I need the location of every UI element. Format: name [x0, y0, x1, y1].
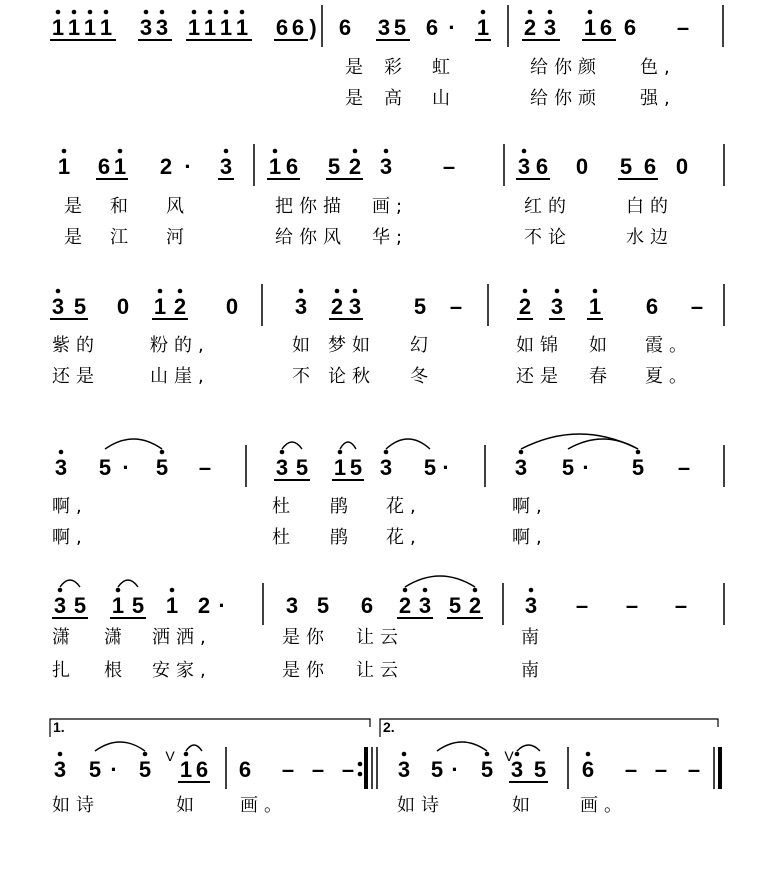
- lyric-syllable: 江: [110, 227, 134, 248]
- note: 3: [155, 15, 169, 40]
- octave-dot: [170, 588, 175, 593]
- note: 0: [675, 154, 689, 179]
- note: 5: [619, 154, 633, 179]
- lyric-syllable: 霞。: [645, 335, 693, 356]
- note: 3: [275, 455, 289, 480]
- note: 2: [348, 154, 362, 179]
- note: 5: [423, 455, 437, 480]
- octave-dot: [116, 588, 121, 593]
- note: 2: [173, 294, 187, 319]
- octave-dot: [160, 450, 165, 455]
- lyric-syllable: 啊,: [52, 527, 88, 548]
- lyric-syllable: 春: [589, 366, 613, 387]
- lyric-syllable: 论秋: [328, 366, 376, 387]
- lyric-syllable: 不: [292, 366, 316, 387]
- note: ·: [442, 455, 450, 480]
- note: –: [677, 455, 691, 480]
- octave-dot: [636, 450, 641, 455]
- lyric-syllable: 如诗: [52, 795, 100, 816]
- lyric-syllable: 给你顽: [530, 88, 602, 109]
- note: 5: [73, 593, 87, 618]
- note: 1: [333, 455, 347, 480]
- slur: [282, 442, 302, 449]
- note: 6: [643, 154, 657, 179]
- note: 5: [430, 757, 444, 782]
- volta-bracket: [50, 719, 370, 737]
- note: 1: [203, 15, 217, 40]
- note: –: [654, 757, 668, 782]
- octave-dot: [353, 289, 358, 294]
- lyric-syllable: 给你颜: [530, 57, 602, 78]
- lyric-syllable: 如锦: [516, 335, 564, 356]
- octave-dot: [402, 752, 407, 757]
- lyric-syllable: 南: [521, 660, 545, 681]
- lyric-syllable: 还是: [52, 366, 100, 387]
- note: 3: [53, 757, 67, 782]
- note: ·: [184, 154, 192, 179]
- octave-dot: [118, 149, 123, 154]
- note: 6: [645, 294, 659, 319]
- lyric-syllable: 紫的: [52, 335, 100, 356]
- lyric-syllable: 山崖,: [150, 366, 210, 387]
- octave-dot: [548, 10, 553, 15]
- octave-dot: [473, 588, 478, 593]
- note: 1: [268, 154, 282, 179]
- note: 1: [235, 15, 249, 40]
- octave-dot: [528, 10, 533, 15]
- note: –: [674, 593, 688, 618]
- lyric-syllable: 如: [512, 795, 536, 816]
- note: ·: [218, 593, 226, 618]
- note: 3: [514, 455, 528, 480]
- slur: [118, 580, 138, 587]
- lyric-syllable: 幻: [410, 335, 434, 356]
- lyric-syllable: 华;: [372, 227, 409, 248]
- note: ·: [110, 757, 118, 782]
- lyric-syllable: 扎: [52, 660, 76, 681]
- octave-dot: [104, 10, 109, 15]
- octave-dot: [529, 588, 534, 593]
- note: 1: [111, 593, 125, 618]
- lyric-syllable: 根: [104, 660, 128, 681]
- lyric-syllable: 让云: [356, 660, 404, 681]
- note: 5: [448, 593, 462, 618]
- note: 2: [468, 593, 482, 618]
- octave-dot: [384, 450, 389, 455]
- note: –: [442, 154, 456, 179]
- octave-dot: [555, 289, 560, 294]
- breath-mark: V: [504, 748, 514, 764]
- octave-dot: [273, 149, 278, 154]
- lyric-syllable: 不论: [524, 227, 572, 248]
- lyric-syllable: 彩: [384, 57, 408, 78]
- note: 1: [476, 15, 490, 40]
- note: 5: [155, 455, 169, 480]
- lyric-syllable: 如诗: [397, 795, 445, 816]
- note: –: [687, 757, 701, 782]
- lyric-syllable: 潇: [52, 627, 76, 648]
- lyric-syllable: 冬: [410, 366, 434, 387]
- note: 3: [139, 15, 153, 40]
- lyric-syllable: 是: [345, 88, 369, 109]
- note: 5: [131, 593, 145, 618]
- slur: [60, 580, 80, 587]
- note: 3: [418, 593, 432, 618]
- octave-dot: [299, 289, 304, 294]
- note: ): [309, 15, 317, 40]
- lyric-syllable: 是: [345, 57, 369, 78]
- octave-dot: [338, 450, 343, 455]
- note: 3: [53, 593, 67, 618]
- octave-dot: [519, 450, 524, 455]
- note: 5: [138, 757, 152, 782]
- lyric-syllable: 色,: [640, 57, 676, 78]
- octave-dot: [240, 10, 245, 15]
- note: 6: [97, 154, 111, 179]
- lyric-syllable: 把你描: [275, 196, 347, 217]
- note: 6: [275, 15, 289, 40]
- note: 1: [51, 15, 65, 40]
- note: ·: [122, 455, 130, 480]
- note: 3: [517, 154, 531, 179]
- lyric-syllable: 花,: [386, 496, 422, 517]
- note: 1: [179, 757, 193, 782]
- octave-dot: [192, 10, 197, 15]
- slur: [105, 439, 162, 449]
- octave-dot: [280, 450, 285, 455]
- octave-dot: [593, 289, 598, 294]
- lyric-syllable: 风: [166, 196, 190, 217]
- octave-dot: [523, 289, 528, 294]
- octave-dot: [88, 10, 93, 15]
- octave-dot: [62, 149, 67, 154]
- octave-dot: [515, 752, 520, 757]
- note: 1: [99, 15, 113, 40]
- slur: [386, 439, 430, 449]
- note: 1: [583, 15, 597, 40]
- lyric-syllable: 高: [384, 88, 408, 109]
- octave-dot: [184, 752, 189, 757]
- note: 1: [57, 154, 71, 179]
- note: 3: [550, 294, 564, 319]
- note: 5: [349, 455, 363, 480]
- octave-dot: [588, 10, 593, 15]
- note: 0: [116, 294, 130, 319]
- note: –: [449, 294, 463, 319]
- lyric-syllable: 强,: [640, 88, 676, 109]
- volta-label: 1.: [53, 719, 65, 735]
- note: 3: [51, 294, 65, 319]
- octave-dot: [56, 10, 61, 15]
- octave-dot: [403, 588, 408, 593]
- note: 1: [187, 15, 201, 40]
- note: 2: [518, 294, 532, 319]
- lyric-syllable: 如: [589, 335, 613, 356]
- lyric-syllable: 红的: [524, 196, 572, 217]
- score-system: [50, 5, 723, 109]
- note: –: [624, 757, 638, 782]
- note: 3: [379, 154, 393, 179]
- lyric-syllable: 安家,: [152, 660, 212, 681]
- octave-dot: [485, 752, 490, 757]
- note: 3: [219, 154, 233, 179]
- lyric-syllable: 粉的,: [150, 335, 210, 356]
- note: –: [690, 294, 704, 319]
- note: 2: [330, 294, 344, 319]
- note: 5: [73, 294, 87, 319]
- octave-dot: [143, 752, 148, 757]
- octave-dot: [58, 588, 63, 593]
- volta-bracket: [380, 719, 718, 737]
- note: 5: [631, 455, 645, 480]
- note: 5: [98, 455, 112, 480]
- lyric-syllable: 潇: [104, 627, 128, 648]
- octave-dot: [59, 450, 64, 455]
- note: –: [625, 593, 639, 618]
- note: 5: [480, 757, 494, 782]
- lyric-syllable: 南: [521, 627, 545, 648]
- note: 2: [197, 593, 211, 618]
- note: 5: [327, 154, 341, 179]
- lyric-syllable: 鹃: [330, 496, 354, 517]
- lyric-syllable: 画。: [580, 795, 628, 816]
- note: 3: [397, 757, 411, 782]
- lyric-syllable: 如: [292, 335, 316, 356]
- slur: [405, 576, 475, 587]
- note: 6: [425, 15, 439, 40]
- octave-dot: [335, 289, 340, 294]
- note: 3: [285, 593, 299, 618]
- note: 2: [159, 154, 173, 179]
- note: 3: [377, 15, 391, 40]
- score-system: [58, 144, 724, 248]
- slur: [517, 745, 540, 751]
- note: 5: [295, 455, 309, 480]
- octave-dot: [586, 752, 591, 757]
- note: 2: [523, 15, 537, 40]
- note: 6: [623, 15, 637, 40]
- lyric-syllable: 画。: [240, 795, 288, 816]
- note: 3: [54, 455, 68, 480]
- note: –: [575, 593, 589, 618]
- note: 5: [393, 15, 407, 40]
- note: 6: [285, 154, 299, 179]
- lyric-syllable: 杜: [272, 496, 296, 517]
- score-system: [50, 719, 720, 816]
- note: 3: [524, 593, 538, 618]
- lyric-syllable: 给你风: [275, 227, 347, 248]
- octave-dot: [158, 289, 163, 294]
- lyric-syllable: 是: [64, 196, 88, 217]
- lyric-syllable: 白的: [626, 196, 674, 217]
- note: 6: [195, 757, 209, 782]
- octave-dot: [224, 10, 229, 15]
- note: –: [676, 15, 690, 40]
- lyric-syllable: 是: [64, 227, 88, 248]
- note: 1: [165, 593, 179, 618]
- octave-dot: [208, 10, 213, 15]
- octave-dot: [178, 289, 183, 294]
- note: 3: [294, 294, 308, 319]
- note: 1: [153, 294, 167, 319]
- note: 6: [360, 593, 374, 618]
- note: ·: [451, 757, 459, 782]
- note: 0: [225, 294, 239, 319]
- note: 6: [238, 757, 252, 782]
- lyric-syllable: 让云: [356, 627, 404, 648]
- note: 3: [543, 15, 557, 40]
- octave-dot: [72, 10, 77, 15]
- lyric-syllable: 梦如: [328, 335, 376, 356]
- note: –: [341, 757, 355, 782]
- note: 5: [533, 757, 547, 782]
- lyric-syllable: 水边: [626, 227, 674, 248]
- slur: [186, 745, 202, 751]
- octave-dot: [58, 752, 63, 757]
- octave-dot: [160, 10, 165, 15]
- note: ·: [582, 455, 590, 480]
- note: –: [198, 455, 212, 480]
- volta-label: 2.: [383, 719, 395, 735]
- note: 6: [599, 15, 613, 40]
- note: 5: [88, 757, 102, 782]
- note: 5: [316, 593, 330, 618]
- breath-mark: V: [165, 748, 175, 764]
- slur: [437, 742, 487, 751]
- slur: [95, 742, 145, 751]
- octave-dot: [56, 289, 61, 294]
- score-system: [52, 434, 724, 548]
- lyric-syllable: 啊,: [512, 496, 548, 517]
- note: 6: [338, 15, 352, 40]
- lyric-syllable: 鹃: [330, 527, 354, 548]
- note: 1: [113, 154, 127, 179]
- octave-dot: [144, 10, 149, 15]
- note: 1: [67, 15, 81, 40]
- lyric-syllable: 杜: [272, 527, 296, 548]
- octave-dot: [353, 149, 358, 154]
- lyric-syllable: 山: [432, 88, 456, 109]
- octave-dot: [384, 149, 389, 154]
- lyric-syllable: 和: [110, 196, 134, 217]
- lyric-syllable: 啊,: [52, 496, 88, 517]
- note: ·: [448, 15, 456, 40]
- lyric-syllable: 画;: [372, 196, 409, 217]
- octave-dot: [481, 10, 486, 15]
- note: 0: [575, 154, 589, 179]
- note: 3: [348, 294, 362, 319]
- lyric-syllable: 还是: [516, 366, 564, 387]
- repeat-dot: [358, 772, 363, 777]
- lyric-syllable: 花,: [386, 527, 422, 548]
- score-system: [52, 576, 724, 681]
- note: –: [281, 757, 295, 782]
- octave-dot: [522, 149, 527, 154]
- lyric-syllable: 是你: [282, 660, 330, 681]
- repeat-dot: [358, 762, 363, 767]
- note: 6: [535, 154, 549, 179]
- note: 1: [219, 15, 233, 40]
- octave-dot: [224, 149, 229, 154]
- note: 3: [510, 757, 524, 782]
- note: 1: [588, 294, 602, 319]
- note: 6: [581, 757, 595, 782]
- lyric-syllable: 河: [166, 227, 190, 248]
- note: 5: [413, 294, 427, 319]
- lyric-syllable: 如: [176, 795, 200, 816]
- score-system: [50, 284, 724, 387]
- note: 6: [291, 15, 305, 40]
- slur: [340, 442, 356, 449]
- note: –: [311, 757, 325, 782]
- octave-dot: [423, 588, 428, 593]
- lyric-syllable: 洒洒,: [152, 627, 212, 648]
- lyric-syllable: 夏。: [645, 366, 693, 387]
- slur: [568, 439, 638, 449]
- note: 1: [83, 15, 97, 40]
- note: 5: [561, 455, 575, 480]
- lyric-syllable: 虹: [432, 57, 456, 78]
- lyric-syllable: 啊,: [512, 527, 548, 548]
- lyric-syllable: 是你: [282, 627, 330, 648]
- note: 2: [398, 593, 412, 618]
- note: 3: [379, 455, 393, 480]
